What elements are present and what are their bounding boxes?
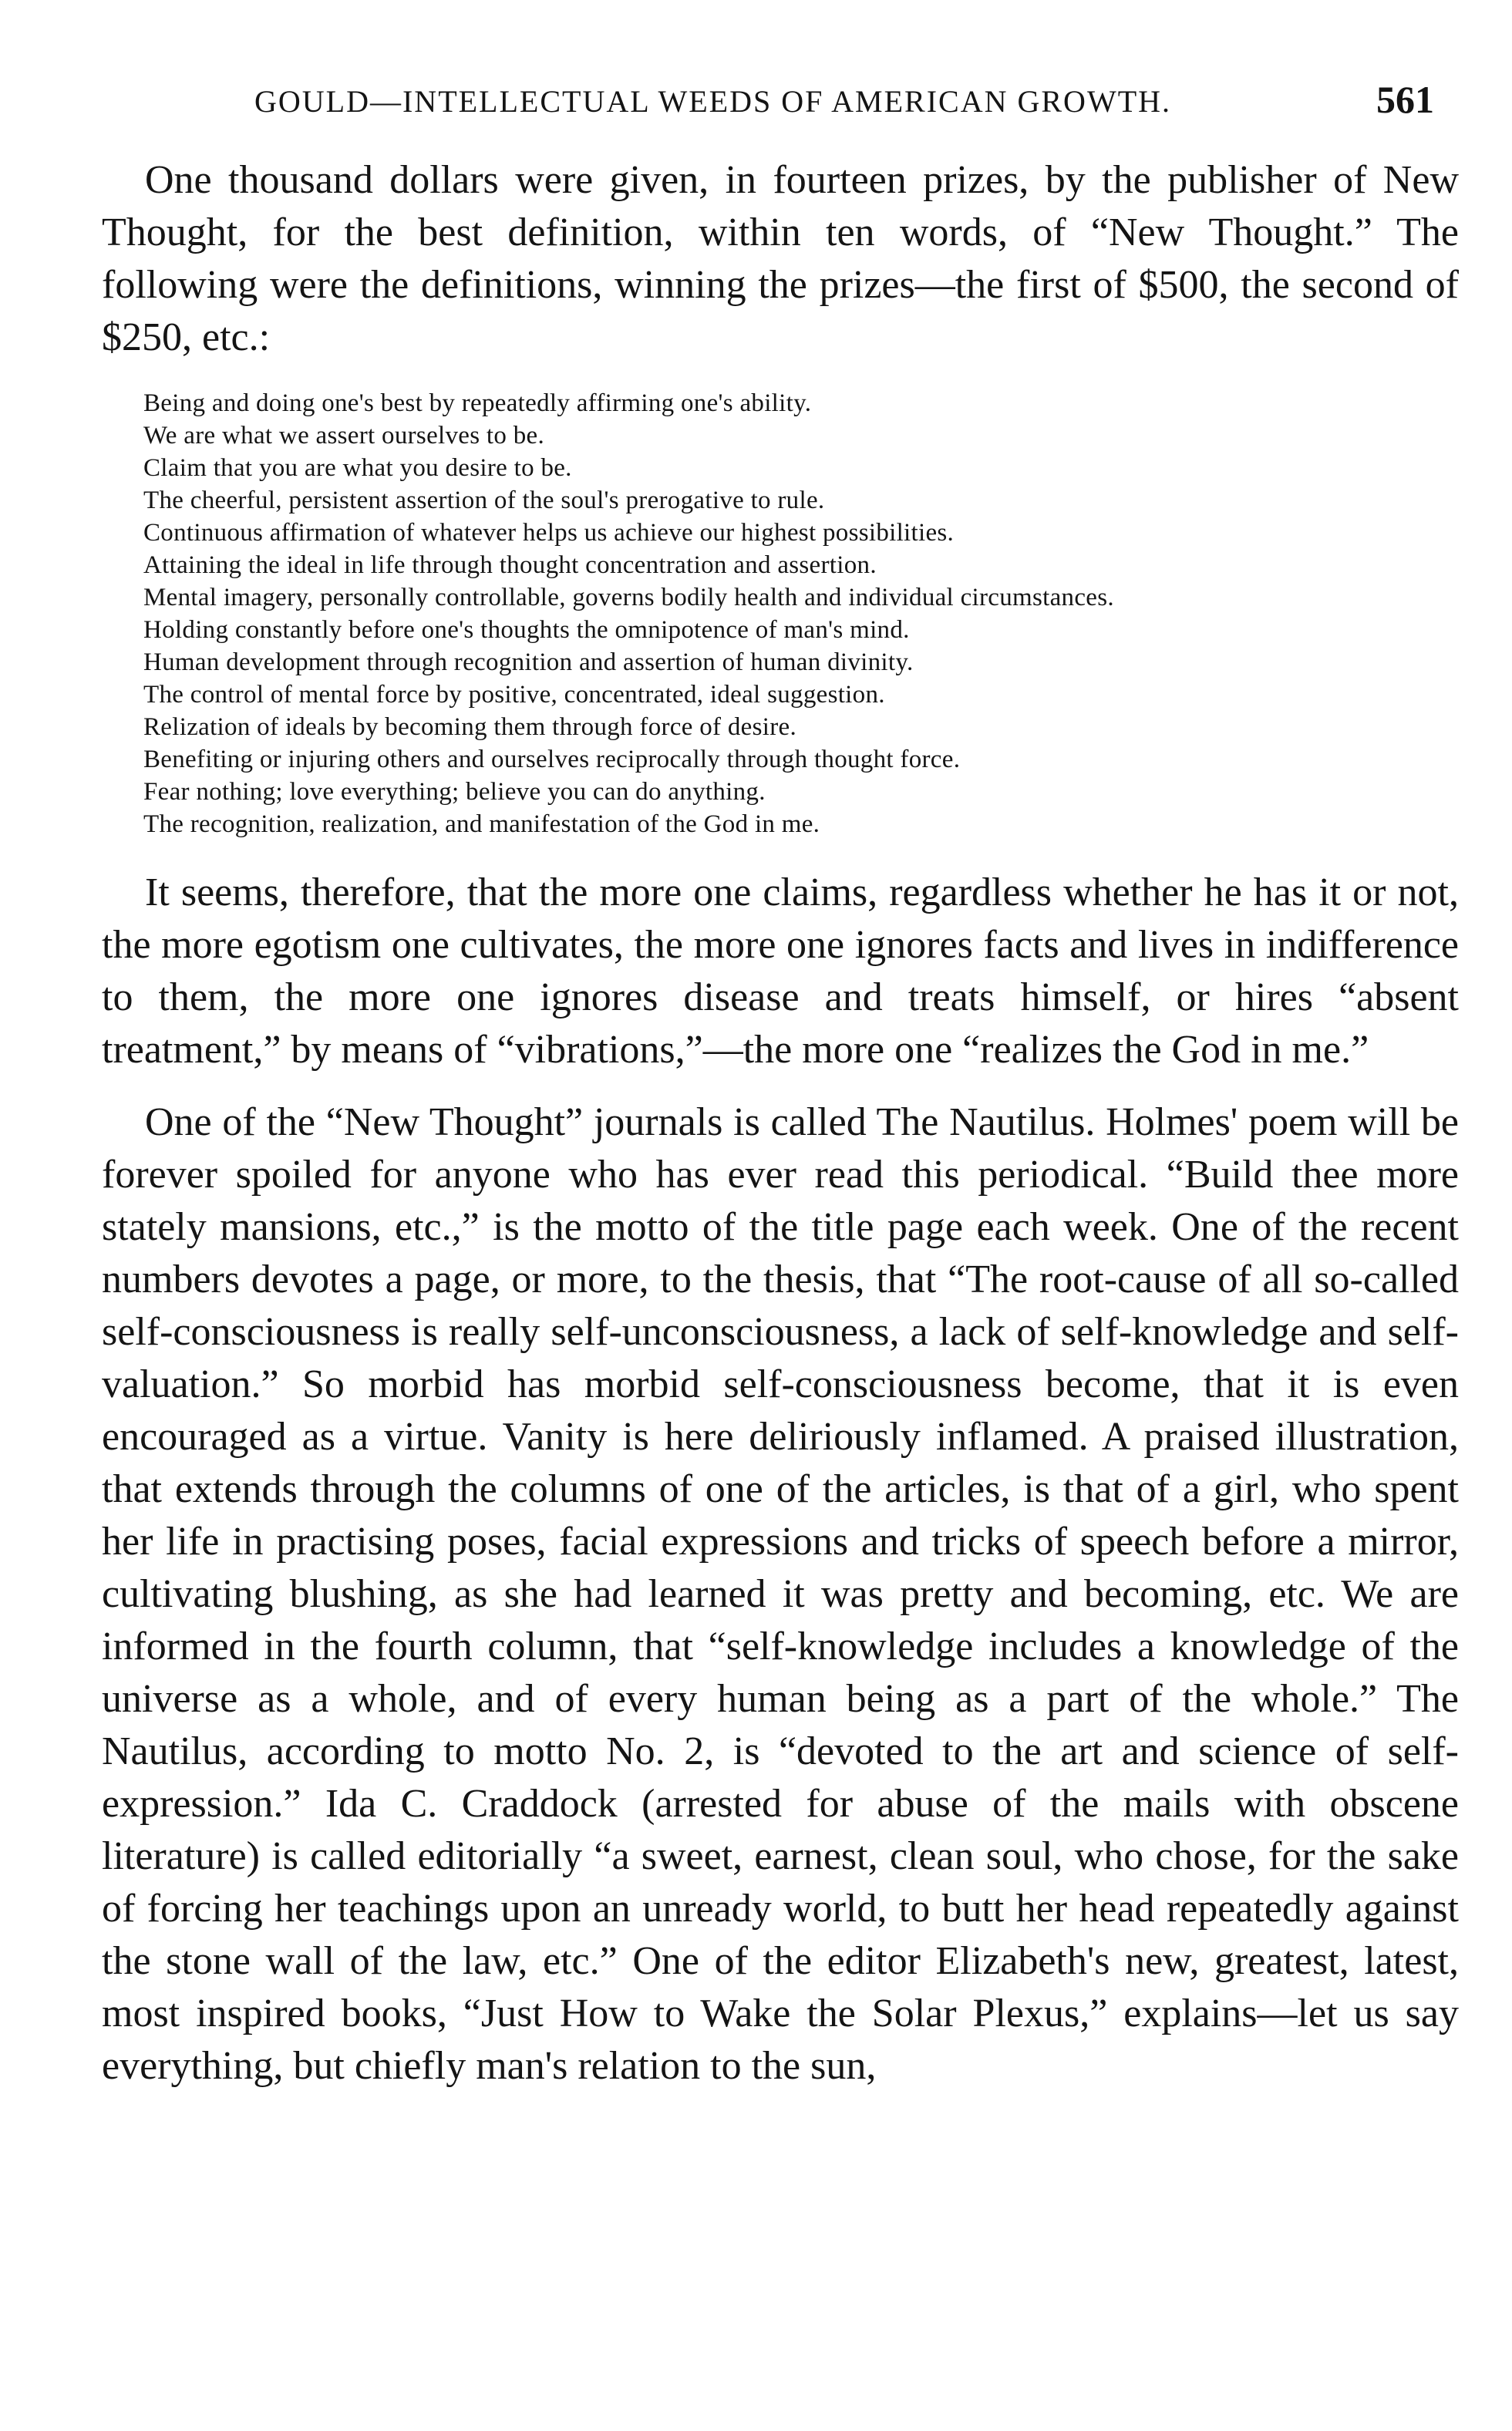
- definition-item: Claim that you are what you desire to be.: [143, 454, 572, 482]
- definition-item: Fear nothing; love everything; believe you can do anything.: [143, 778, 766, 806]
- page-number: 561: [1376, 78, 1434, 121]
- definition-item: Being and doing one's best by repeatedly affirming one's ability.: [143, 389, 812, 417]
- paragraph-nautilus: One of the “New Thought” journals is called The Nautilus. Holmes' poem will be forever spoiled for anyone who has ever read this periodical. “Build thee more stately mansions, etc.,” is the motto of the title page each week. One of the recent numbers devotes a page, or more, to the thesis, that “The root-cause of all so-called self-consciousness is really self-unconsciousness, a lack of self-knowledge and self-valuation.” So morbid has morbid self-consciousness become, that it is even encouraged as a virtue. Vanity is here deliriously inflamed. A praised illustration, that extends through the columns of one of the articles, is that of a girl, who spent her life in practising poses, facial expressions and tricks of speech before a mirror, cultivating blushing, as she had learned it was pretty and becoming, etc. We are informed in the fourth column, that “self-knowledge includes a knowledge of the universe as a whole, and of every human being as a part of the whole.” The Nautilus, according to motto No. 2, is “devoted to the art and science of self-expression.” Ida C. Craddock (arrested for abuse of the mails with obscene literature) is called editorially “a sweet, earnest, clean soul, who chose, for the sake of forcing her teachings upon an unready world, to butt her head repeatedly against the stone wall of the law, etc.” One of the editor Elizabeth's new, greatest, latest, most inspired books, “Just How to Wake the Solar Plexus,” explains—let us say everything, but chiefly man's relation to the sun,: [102, 1100, 1459, 2088]
- definition-item: Holding constantly before one's thoughts the omnipotence of man's mind.: [143, 616, 910, 644]
- article-body: [102, 154, 1459, 2093]
- definition-item: Benefiting or injuring others and ourselves reciprocally through thought force.: [143, 746, 961, 773]
- definition-item: Mental imagery, personally controllable, governs bodily health and individual circumstances.: [143, 584, 1114, 611]
- paragraph-egotism: It seems, therefore, that the more one claims, regardless whether he has it or not, the more egotism one cultivates, the more one ignores facts and lives in indifference to them, the more one ignores disease and treats himself, or hires “absent treatment,” by means of “vibrations,”—the more one “realizes the God in me.”: [102, 870, 1459, 1072]
- definition-item: The recognition, realization, and manifestation of the God in me.: [143, 810, 820, 838]
- definition-item: Relization of ideals by becoming them through force of desire.: [143, 713, 797, 741]
- running-title: GOULD—INTELLECTUAL WEEDS OF AMERICAN GROWTH.: [254, 84, 1172, 119]
- definition-item: Attaining the ideal in life through thought concentration and assertion.: [143, 551, 877, 579]
- definition-item: The cheerful, persistent assertion of the soul's prerogative to rule.: [143, 487, 825, 514]
- definition-item: The control of mental force by positive, concentrated, ideal suggestion.: [143, 681, 885, 709]
- definition-item: Continuous affirmation of whatever helps us achieve our highest possibilities.: [143, 519, 955, 547]
- prize-definitions-list: [102, 387, 1459, 840]
- definition-item: Human development through recognition and assertion of human divinity.: [143, 648, 914, 676]
- intro-paragraph: One thousand dollars were given, in fourteen prizes, by the publisher of New Thought, for the best definition, within ten words, of “New Thought.” The following were the definitions, winning the prizes—the first of $500, the second of $250, etc.:: [102, 158, 1459, 359]
- running-head: [254, 78, 1434, 137]
- definition-item: We are what we assert ourselves to be.: [143, 422, 545, 449]
